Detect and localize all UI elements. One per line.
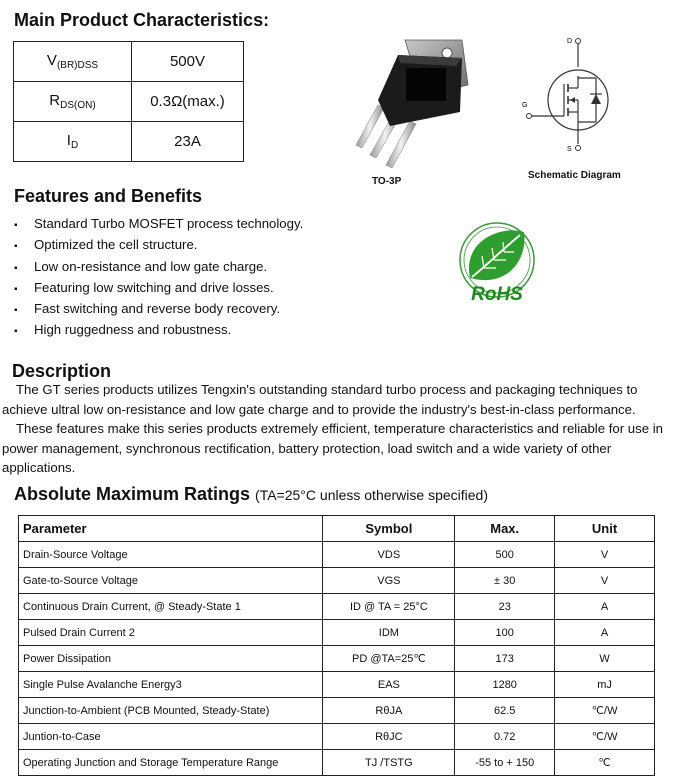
param-cell: Single Pulse Avalanche Energy3 — [19, 672, 323, 698]
param-cell: Junction-to-Ambient (PCB Mounted, Steady-State) — [19, 698, 323, 724]
symbol-cell: ID @ TA = 25°C — [323, 594, 455, 620]
unit-cell: A — [555, 594, 655, 620]
bullet-icon: ▪ — [14, 326, 18, 338]
column-header: Symbol — [323, 516, 455, 542]
symbol-cell: EAS — [323, 672, 455, 698]
max-cell: 23 — [455, 594, 555, 620]
max-cell: ± 30 — [455, 568, 555, 594]
symbol-cell: VDS — [323, 542, 455, 568]
max-cell: 0.72 — [455, 724, 555, 750]
max-cell: 1280 — [455, 672, 555, 698]
param-cell: Gate-to-Source Voltage — [19, 568, 323, 594]
bullet-icon: ▪ — [14, 305, 18, 317]
schematic-label: Schematic Diagram — [528, 170, 621, 181]
bullet-icon: ▪ — [14, 283, 18, 295]
table-row — [19, 750, 655, 776]
symbol-cell: TJ /TSTG — [323, 750, 455, 776]
features-list — [14, 213, 303, 341]
param-cell: $R_{DS(ON)}$ — [14, 82, 132, 122]
pin-g-label: G — [522, 102, 528, 109]
table-header-row — [19, 516, 655, 542]
param-cell: Juntion-to-Case — [19, 724, 323, 750]
product-characteristics-title: Main Product Characteristics: — [14, 10, 270, 30]
symbol-cell: RθJC — [323, 724, 455, 750]
rohs-logo — [452, 220, 542, 310]
unit-cell: V — [555, 542, 655, 568]
symbol-cell: IDM — [323, 620, 455, 646]
param-cell: Drain-Source Voltage — [19, 542, 323, 568]
table-row — [19, 698, 655, 724]
product-characteristics-table — [13, 41, 244, 162]
table-row — [19, 646, 655, 672]
table-row — [19, 594, 655, 620]
bullet-icon: ▪ — [14, 220, 18, 231]
list-item: ▪ Optimized the cell structure. — [14, 234, 303, 255]
unit-cell: W — [555, 646, 655, 672]
max-cell: 173 — [455, 646, 555, 672]
param-cell: $I_D$ — [14, 122, 132, 162]
bullet-icon: ▪ — [14, 241, 18, 253]
list-item: ▪ High ruggedness and robustness. — [14, 319, 303, 340]
features-title: Features and Benefits — [14, 186, 203, 206]
unit-cell: V — [555, 568, 655, 594]
list-item: ▪ Standard Turbo MOSFET process technology. — [14, 213, 303, 234]
unit-cell: A — [555, 620, 655, 646]
description-paragraph: The GT series products utilizes Tengxin's outstanding standard turbo process and packaging techniques to achieve ultral low on-resistance and low gate charge and to provide the industry's best-in-class performance. — [2, 382, 638, 417]
table-row — [14, 82, 244, 122]
table-row — [19, 542, 655, 568]
value-cell: 0.3Ω(max.) — [132, 82, 244, 122]
unit-cell: ℃/W — [555, 724, 655, 750]
param-cell: $V_{(BR)DSS}$ — [14, 42, 132, 82]
value-cell: 500V — [132, 42, 244, 82]
symbol-cell: VGS — [323, 568, 455, 594]
list-item: ▪ Fast switching and reverse body recovery. — [14, 298, 303, 319]
description-paragraph: These features make this series products extremely efficient, temperature characteristics and reliable for use in power management, synchronous rectification, battery protection, load switch and a wide variety of other applications. — [2, 421, 663, 476]
value-cell: 23A — [132, 122, 244, 162]
bullet-icon: ▪ — [14, 262, 18, 274]
unit-cell: ℃/W — [555, 698, 655, 724]
table-row — [14, 42, 244, 82]
list-item: ▪ Low on-resistance and low gate charge. — [14, 256, 303, 277]
max-cell: 62.5 — [455, 698, 555, 724]
pin-d-label: D — [567, 38, 573, 45]
symbol-cell: RθJA — [323, 698, 455, 724]
ratings-title: Absolute Maximum Ratings (TA=25°C unless otherwise specified) — [14, 484, 488, 504]
max-cell: -55 to + 150 — [455, 750, 555, 776]
symbol-cell: PD @TA=25℃ — [323, 646, 455, 672]
param-cell: Operating Junction and Storage Temperature Range — [19, 750, 323, 776]
table-row — [19, 724, 655, 750]
to3p-package-image — [350, 30, 480, 170]
table-row — [19, 620, 655, 646]
mosfet-schematic-diagram — [516, 34, 626, 159]
unit-cell: mJ — [555, 672, 655, 698]
table-row — [14, 122, 244, 162]
pin-s-label: S — [567, 146, 572, 153]
param-cell: Power Dissipation — [19, 646, 323, 672]
table-row — [19, 568, 655, 594]
rohs-text: RoHS — [471, 284, 523, 305]
package-label: TO-3P — [372, 176, 402, 187]
ratings-table — [18, 515, 655, 776]
description-title: Description — [12, 361, 112, 381]
list-item: ▪ Featuring low switching and drive losses. — [14, 277, 303, 298]
column-header: Max. — [455, 516, 555, 542]
param-cell: Pulsed Drain Current 2 — [19, 620, 323, 646]
description-body — [2, 380, 682, 478]
column-header: Parameter — [19, 516, 323, 542]
max-cell: 500 — [455, 542, 555, 568]
param-cell: Continuous Drain Current, @ Steady-State 1 — [19, 594, 323, 620]
column-header: Unit — [555, 516, 655, 542]
unit-cell: ℃ — [555, 750, 655, 776]
ratings-condition: (TA=25°C unless otherwise specified) — [255, 487, 488, 503]
max-cell: 100 — [455, 620, 555, 646]
table-row — [19, 672, 655, 698]
